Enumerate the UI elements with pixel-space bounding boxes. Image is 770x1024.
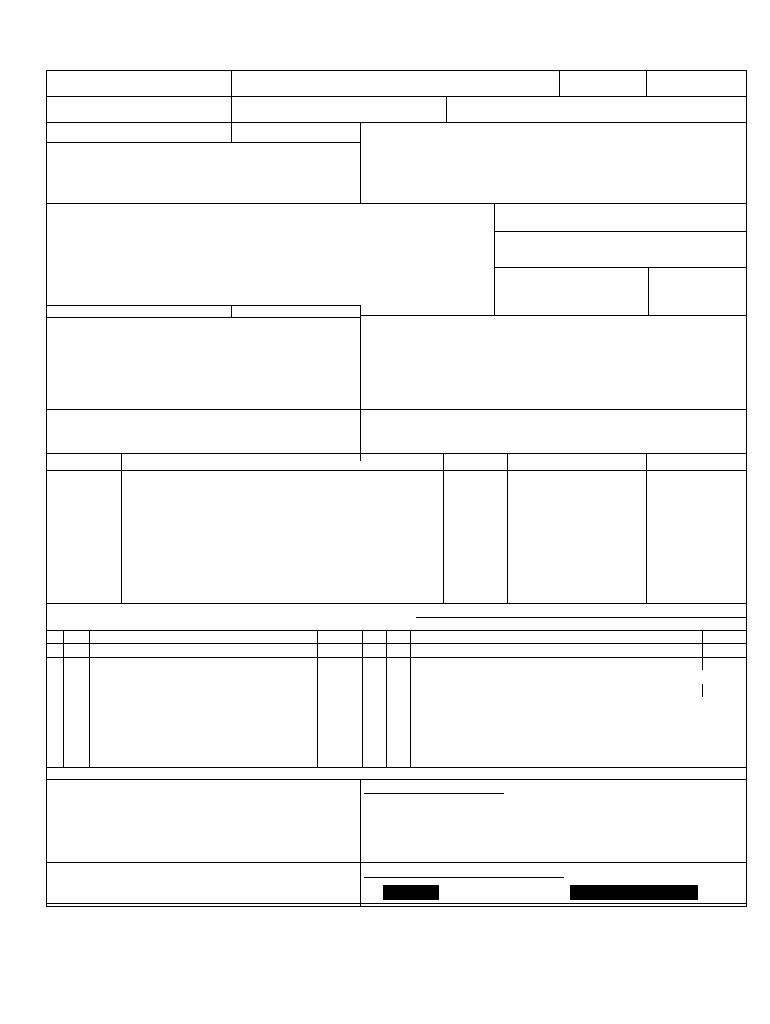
redacted-email [570, 885, 698, 900]
toc-row-g [0, 738, 770, 751]
toc-row-h [0, 752, 770, 765]
toc-row-e [0, 711, 770, 724]
redacted-tel [383, 885, 439, 900]
solicitation-number [364, 793, 504, 794]
toc-row-j [0, 686, 770, 699]
toc-row-i [0, 659, 770, 672]
toc-row-d [0, 698, 770, 711]
toc-row-b [0, 672, 770, 685]
toc-row-f [0, 724, 770, 737]
officer-name [364, 877, 564, 878]
